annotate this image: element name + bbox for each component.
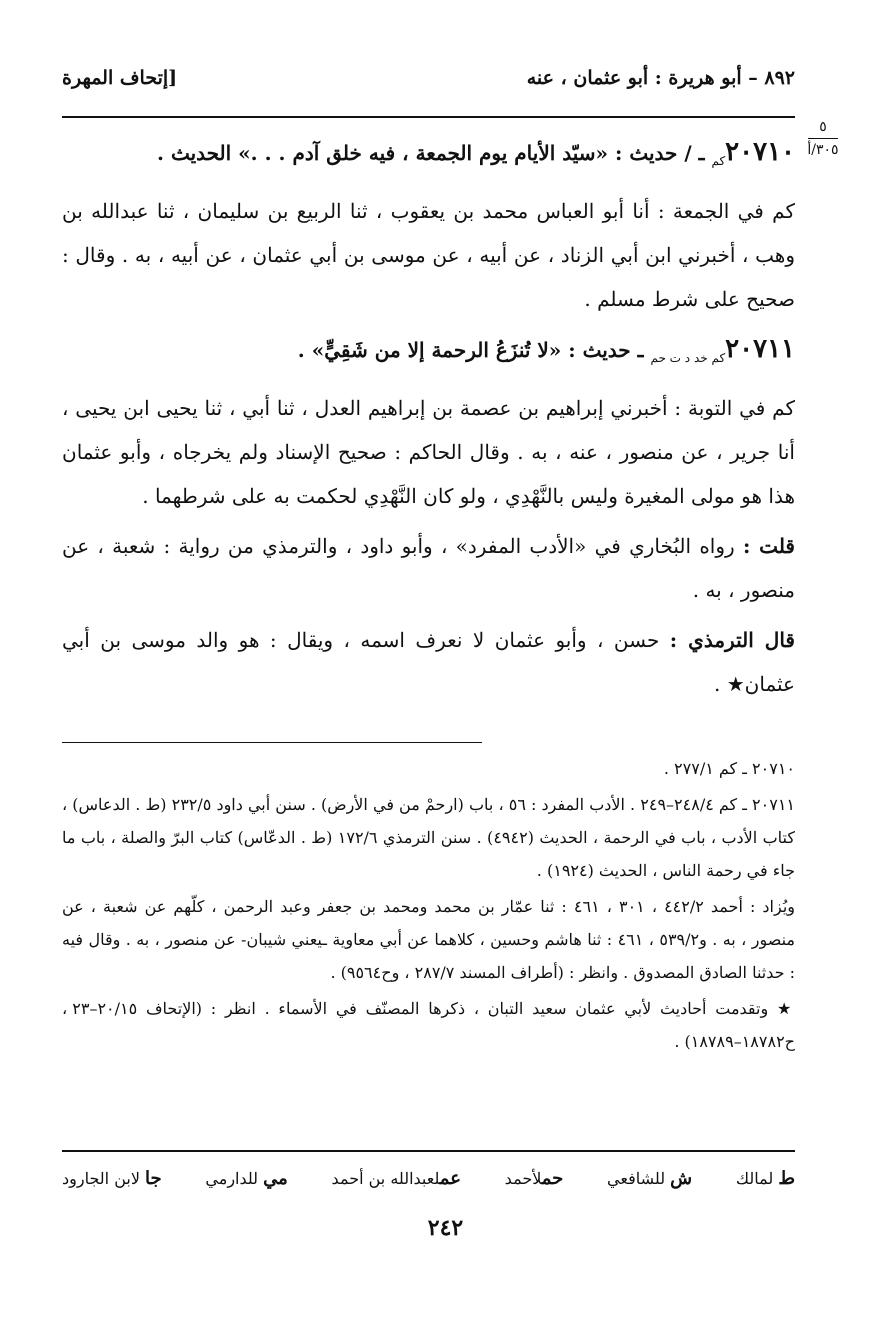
hadith-title: ـ / حديث : «سيّد الأيام يوم الجمعة ، فيه خلق آدم . . .» الحديث . bbox=[157, 141, 712, 165]
hadith-isnad: كم في الجمعة : أنا أبو العباس محمد بن يعقوب ، ثنا الربيع بن سليمان ، ثنا عبدالله بن وهب ، أخبرني ابن أبي الزناد ، عن أبيه ، عن موسى بن أبي عثمان ، عن أبيه ، به . وقال : صحيح على شرط مسلم . bbox=[62, 199, 795, 311]
abbreviation: حملأحمد bbox=[504, 1167, 564, 1189]
hadith-number: ٢٠٧١٠ bbox=[725, 137, 795, 167]
hadith-entry-heading bbox=[62, 327, 795, 380]
hadith-sigla: كم خد د ت حم bbox=[650, 351, 726, 365]
margin-divider bbox=[808, 138, 838, 139]
hadith-number: ٢٠٧١١ bbox=[725, 334, 795, 364]
editor-note bbox=[62, 524, 795, 612]
footnotes bbox=[62, 752, 795, 1061]
manuscript-margin-note bbox=[793, 118, 853, 159]
footnote: ٢٠٧١١ ـ كم ٢٤٨/٤–٢٤٩ . الأدب المفرد : ٥٦ ، باب (ارحمْ من في الأرض) . سنن أبي داود ٢٣٢/٥ (ط . الدعاس) ، كتاب الأدب ، باب في الرحمة ، الحديث (٤٩٤٢) . سنن الترمذي ١٧٢/٦ (ط . الدعّاس) كتاب البرّ والصلة ، باب ما جاء في رحمة الناس ، الحديث (١٩٢٤) . bbox=[62, 795, 796, 880]
footnote: ٢٠٧١٠ ـ كم ٢٧٧/١ . bbox=[663, 759, 795, 778]
margin-folio-ref: ٣٠٥/أ bbox=[807, 142, 839, 158]
footnote: ★ وتقدمت أحاديث لأبي عثمان سعيد التبان ، ذكرها المصنّف في الأسماء . انظر : (الإتحاف ٢٠/١٥–٢٣ ، ح١٨٧٨٢–١٨٧٨٩) . bbox=[62, 999, 795, 1051]
hadith-title: ـ حديث : «لا تُنزَعُ الرحمة إلا من شَقِيٍّ» . bbox=[297, 338, 651, 362]
abbreviation: عملعبدالله بن أحمد bbox=[331, 1167, 461, 1189]
abbreviations-key bbox=[62, 1158, 795, 1198]
main-text bbox=[62, 130, 795, 712]
margin-line-number: ٥ bbox=[819, 119, 827, 135]
tirmidhi-note bbox=[62, 618, 795, 706]
page-number: ٢٤٢ bbox=[427, 1215, 464, 1241]
abbreviation: جا لابن الجارود bbox=[62, 1167, 162, 1189]
editor-note-text: رواه البُخاري في «الأدب المفرد» ، وأبو داود ، والترمذي من رواية : شعبة ، عن منصور ، به . bbox=[62, 534, 795, 602]
header-rule bbox=[62, 116, 795, 118]
header-book-title: [إتحاف المهرة bbox=[62, 67, 178, 89]
hadith-isnad: كم في التوبة : أخبرني إبراهيم بن عصمة بن إبراهيم العدل ، ثنا أبي ، ثنا يحيى ابن يحيى ، أنا جرير ، عن منصور ، عنه ، به . وقال الحاكم : صحيح الإسناد ولم يخرجاه ، وأبو عثمان هذا هو مولى المغيرة وليس بالنَّهْدِي ، ولو كان النَّهْدِي لحكمت به على شرطهما . bbox=[62, 396, 795, 508]
abbreviation: مي للدارمي bbox=[205, 1167, 288, 1189]
editor-note-label: قلت : bbox=[742, 534, 795, 558]
footnote: ويُزاد : أحمد ٤٤٢/٢ ، ٣٠١ ، ٤٦١ : ثنا عمّار بن محمد ومحمد بن جعفر وعبد الرحمن ، كلّهم عن شعبة ، عن منصور ، به . و٥٣٩/٢ ، ٤٦١ : ثنا هاشم وحسين ، كلاهما عن أبي معاوية ـيعني شيبان- عن منصور ، به . وقال فيه : حدثنا الصادق المصدوق . وانظر : (أطراف المسند ٢٨٧/٧ ، وح٩٥٦٤) . bbox=[62, 897, 796, 982]
hadith-sigla: كم bbox=[711, 154, 726, 168]
hadith-entry-heading bbox=[62, 130, 795, 183]
abbreviation: ش للشافعي bbox=[607, 1167, 693, 1189]
tirmidhi-note-text: حسن ، وأبو عثمان لا نعرف اسمه ، ويقال : هو والد موسى بن أبي عثمان★ . bbox=[62, 628, 795, 696]
footnote-rule bbox=[62, 742, 482, 743]
running-header bbox=[62, 58, 795, 98]
header-chapter-title: ٨٩٢ – أبو هريرة : أبو عثمان ، عنه bbox=[526, 67, 795, 89]
tirmidhi-note-label: قال الترمذي : bbox=[669, 628, 795, 652]
abbreviations-rule bbox=[62, 1150, 795, 1152]
abbreviation: ط لمالك bbox=[735, 1167, 795, 1189]
